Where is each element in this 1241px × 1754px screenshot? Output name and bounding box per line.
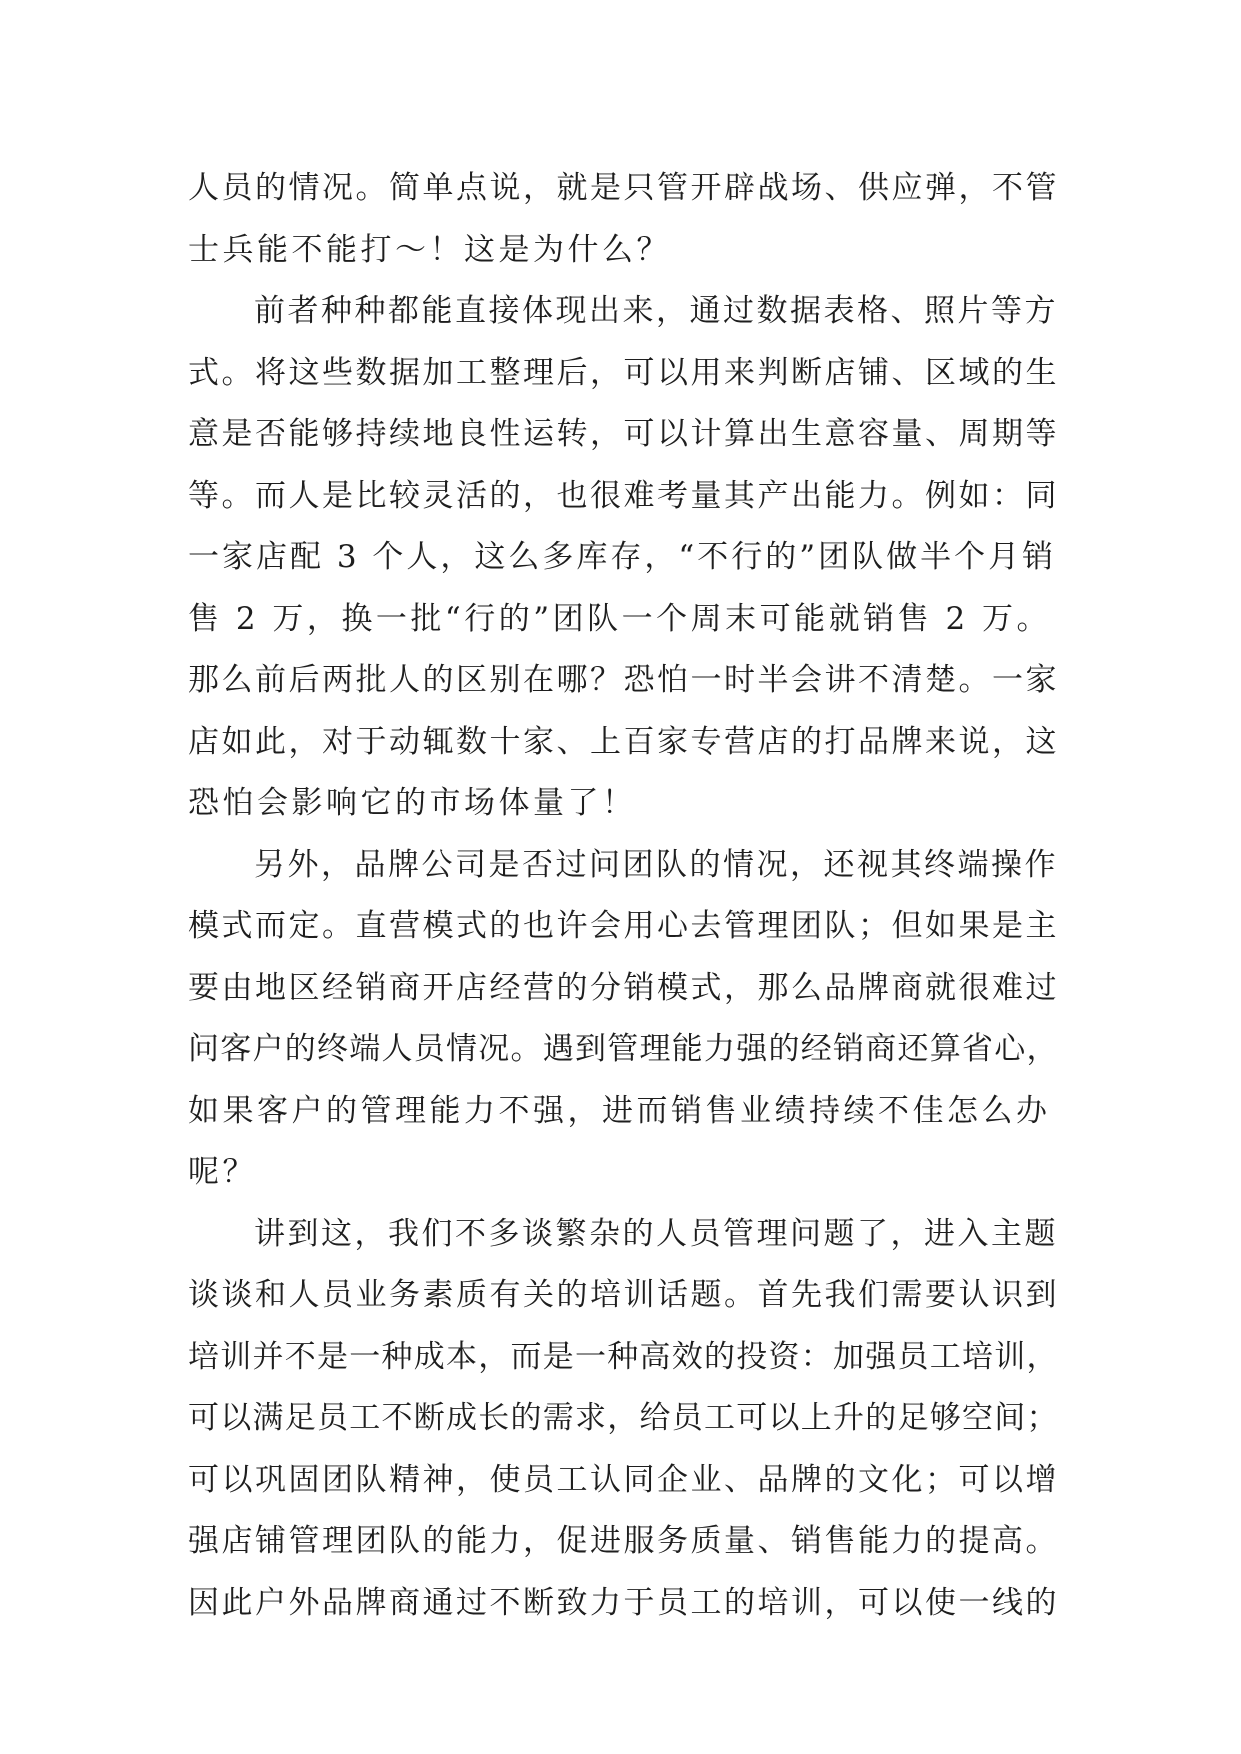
paragraph (188, 1204, 1060, 1635)
text-line: 那么前后两批人的区别在哪？恐怕一时半会讲不清楚。一家 (188, 662, 1059, 698)
text-line: 谈谈和人员业务素质有关的培训话题。首先我们需要认识到 (188, 1277, 1059, 1313)
text-line: 人员的情况。简单点说，就是只管开辟战场、供应弹，不管 (188, 170, 1059, 206)
text-line: 售 2 万，换一批“行的”团队一个周末可能就销售 2 万。 (188, 600, 1052, 637)
text-line: 呢？ (188, 1154, 257, 1190)
text-line: 要由地区经销商开店经营的分销模式，那么品牌商就很难过 (188, 969, 1059, 1006)
text-line: 恐怕会影响它的市场体量了！ (188, 785, 637, 821)
text-line: 培训并不是一种成本，而是一种高效的投资：加强员工培训， (188, 1338, 1059, 1375)
paragraph (188, 158, 1060, 281)
text-line: 式。将这些数据加工整理后，可以用来判断店铺、区域的生 (188, 354, 1059, 391)
text-line: 讲到这，我们不多谈繁杂的人员管理问题了，进入主题 (254, 1215, 1058, 1252)
text-line: 士兵能不能打～！这是为什么？ (188, 231, 671, 268)
text-line: 可以满足员工不断成长的需求，给员工可以上升的足够空间； (188, 1400, 1059, 1436)
body-text (188, 158, 1060, 1634)
text-line: 前者种种都能直接体现出来，通过数据表格、照片等方 (254, 293, 1058, 329)
paragraph (188, 281, 1060, 835)
text-line: 意是否能够持续地良性运转，可以计算出生意容量、周期等 (188, 416, 1059, 452)
paragraph (188, 835, 1060, 1204)
text-line: 如果客户的管理能力不强，进而销售业绩持续不佳怎么办 (188, 1092, 1051, 1129)
text-line: 模式而定。直营模式的也许会用心去管理团队；但如果是主 (188, 908, 1059, 944)
text-line: 一家店配 3 个人，这么多库存，“不行的”团队做半个月销 (188, 539, 1057, 575)
text-line: 因此户外品牌商通过不断致力于员工的培训，可以使一线的 (188, 1584, 1059, 1621)
text-line: 可以巩固团队精神，使员工认同企业、品牌的文化；可以增 (188, 1461, 1059, 1498)
text-line: 强店铺管理团队的能力，促进服务质量、销售能力的提高。 (188, 1523, 1059, 1559)
text-line: 问客户的终端人员情况。遇到管理能力强的经销商还算省心， (188, 1031, 1059, 1067)
text-line: 店如此，对于动辄数十家、上百家专营店的打品牌来说，这 (188, 723, 1059, 760)
text-line: 另外，品牌公司是否过问团队的情况，还视其终端操作 (254, 846, 1058, 883)
text-line: 等。而人是比较灵活的，也很难考量其产出能力。例如：同 (188, 477, 1059, 514)
